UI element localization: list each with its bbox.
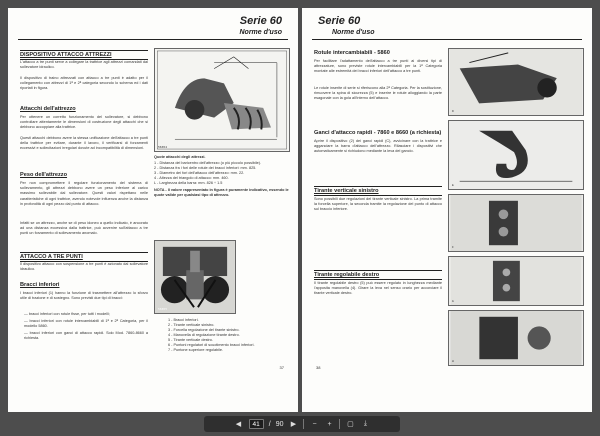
list-item: — bracci inferiori con ganci di attacco rapidi. Solo Mod. 7860-8660 a richiesta. (24, 331, 148, 341)
download-icon[interactable]: ⤓ (363, 420, 368, 427)
page-header (18, 16, 288, 40)
figure-drawing (449, 195, 583, 251)
page-header (312, 16, 582, 40)
implement-dimension-figure (154, 48, 290, 152)
page-number: 37 (279, 365, 284, 370)
next-page-icon[interactable]: ▶ (290, 421, 297, 428)
paragraph: Per non compromettere il regolare funzionamento del sistema di sollevamento, gli attrezzi debbono avere un peso inferiore al carico massimo sollevabile dal sollevatore. Questi valori rispettano nelle caratteristiche di ogni trattrice, avendo notevole influenza anche la distanza in profondità di ogni pezzo dal punto di attacco. (20, 181, 148, 206)
header-subtitle: Norme d'uso (239, 29, 282, 36)
paragraph: Per ottenere un corretto funzionamento del sollevatore, si debbono controllare attentamente le dimensioni di costruzione degli attacchi che si debbono accoppiare alla trattrice. (20, 115, 148, 130)
figure-caption-line: 2 - Distanza fra i fori delle rotule dei bracci inferiori: mm. 825. (154, 166, 257, 170)
paragraph: Per facilitare l'adattamento dell'attacco a tre punti ai diversi tipi di attrezzature, sono previste rotule intercambiabili per la 1ª Categoria montate alle estremità dei bracci inferiori dell'attacco a tre punti. (314, 59, 442, 74)
zoom-in-icon[interactable]: + (327, 420, 332, 428)
figure-id: D (452, 110, 454, 113)
figure-caption-title: Quote attacchi degli attrezzi. (154, 155, 206, 159)
paragraph: Questi attacchi debbono avere la stessa unificazione dell'attacco a tre punti della trattrice per evitare, durante il lavoro, il verificarsi di forzamenti eccessivi e sollecitazioni irregolari dovute ad incompatibilità di dimensioni. (20, 136, 148, 151)
legend-item: 4 - Manovella di regolazione tirante destro. (168, 333, 240, 337)
pdf-toolbar (204, 416, 400, 432)
section-title: ATTACCO A TRE PUNTI (20, 252, 148, 262)
paragraph: Il dispositivo attacco con sospensione a tre punti è azionato dal sollevatore idraulico. (20, 262, 148, 272)
series-title: Serie 60 (318, 15, 361, 27)
left-page (8, 8, 298, 412)
paragraph: L'attacco a tre punti serve a collegare la trattrice agli attrezzi comandati dal sollevatore idraulico. (20, 60, 148, 70)
section-title: Tirante verticale sinistro (314, 186, 442, 196)
paragraph: Il dispositivo di traino attrezzati con attacco a tre punti è adatto per il collegamento con attrezzi di 1ª e 2ª categoria secondo lo schema ed i dati riportati in figura. (20, 76, 148, 91)
zoom-out-icon[interactable]: − (312, 420, 317, 428)
three-point-hitch-figure (154, 240, 236, 314)
figure-caption-line: 4 - Altezza del triangolo di attacco: mm. 460. (154, 176, 229, 180)
section-title: Rotule intercambiabili - 5860 (314, 50, 390, 56)
total-pages: 90 (275, 420, 284, 428)
page-number: 38 (316, 365, 321, 370)
figure-caption-line: 1 - Distanza del baricentro dell'attrezzo (o più piccolo possibile). (154, 161, 262, 165)
header-subtitle: Norme d'uso (332, 29, 375, 36)
hitch-drawing (155, 241, 235, 313)
paragraph: I bracci inferiori (1) hanno la funzione di trasmettere all'attrezzo lo sforzo utile di trazione e di sostegno. Sono previsti due tipi di bracci: (20, 291, 148, 301)
figure-drawing (449, 257, 583, 305)
figure-id: E (452, 184, 454, 187)
figure-drawing (449, 121, 583, 189)
toolbar-divider (339, 419, 340, 429)
section-title: DISPOSITIVO ATTACCO ATTREZZI (20, 50, 148, 60)
paragraph: Aprire il dispositivo (2) dei ganci rapidi (C), avvicinare con la trattrice e agganciare la barra d'attacco dell'attrezzo. Rilasciare i dispositivi che automaticamente si richiudono mediante la leva del gancio. (314, 139, 442, 154)
legend-item: 6 - Puntoni regolatori di scuotimento bracci inferiori. (168, 343, 255, 347)
list-item: — bracci inferiori con rotule intercambiabili di 1ª e 2ª Categoria, per il modello 5860. (24, 319, 148, 329)
paragraph: Le rotule inserite di serie si riferiscono alla 2ª Categoria. Per la sostituzione, rimuovere la spina di sicurezza (5) e inserire le rotule alloggiando la parte esagonale con la gola all'interno dell'attacco. (314, 86, 442, 101)
prev-page-icon[interactable]: ◀ (235, 421, 242, 428)
figure-caption-line: 3 - Diametro dei fori dell'attacco dell'attrezzo: mm. 22. (154, 171, 245, 175)
section-title: Peso dell'attrezzo (20, 172, 68, 178)
legend-item: 2 - Tirante verticale sinistro. (168, 323, 215, 327)
figure-id: G (452, 300, 454, 303)
figure-drawing (449, 49, 583, 115)
page-separator: / (268, 420, 271, 428)
paragraph: Sono possibili due regolazioni del tirante verticale sinistro. La prima tramite la forcella superiore, la seconda tramite la regolazione del punto di attacco sul braccio inferiore. (314, 197, 442, 212)
figure-right-link (448, 310, 584, 366)
figure-note: NOTA - Il valore rappresentato in figura è puramente indicativo, essendo le quote valide per qualsiasi tipo di attrezzo. (154, 188, 289, 197)
figure-hitch-rotule (448, 48, 584, 116)
series-title: Serie 60 (239, 15, 282, 27)
figure-id: 56654 (158, 146, 168, 149)
legend-item: 7 - Puntone superiore regolabile. (168, 348, 224, 352)
figure-left-link (448, 194, 584, 252)
implement-drawing (155, 49, 289, 151)
legend-item: 1 - Bracci inferiori. (168, 318, 199, 322)
section-title: Bracci inferiori (20, 282, 60, 288)
figure-id: F (452, 246, 454, 249)
figure-id: H (452, 360, 454, 363)
section-title: Attacchi dell'attrezzo (20, 106, 76, 112)
toolbar-divider (303, 419, 304, 429)
page-number-input[interactable]: 41 (249, 419, 264, 429)
fit-page-icon[interactable]: ▢ (347, 421, 354, 428)
list-item: — bracci inferiori con rotule fisse, per tutti i modelli; (24, 312, 110, 316)
figure-quick-hook (448, 120, 584, 190)
legend-item: 5 - Tirante verticale destro. (168, 338, 213, 342)
right-page (302, 8, 592, 412)
figure-drawing (449, 311, 583, 365)
section-title: Ganci d'attacco rapidi - 7860 e 8660 (a richiesta) (314, 130, 442, 136)
paragraph: Infatti se un attrezzo, anche se di peso idoneo a quello indicato, è ancorato ad una distanza eccessiva dalla trattrice, può avvenire sull'attacco a tre punti un forzamento di sollevamento anomalo. (20, 221, 148, 236)
paragraph: Il tirante regolabile destro (5) può essere regolato in lunghezza mediante l'apposita manovella (4). Girare la leva nel senso orario per accorciare il tirante verticale destro. (314, 281, 442, 296)
figure-id: 56655 (158, 308, 168, 311)
legend-item: 3 - Forcella regolazione del tirante sinistro. (168, 328, 240, 332)
figure-left-link-detail (448, 256, 584, 306)
figure-caption-line: L - Larghezza della barra: mm. 826 ÷ 1.5 (154, 181, 223, 185)
section-title: Tirante regolabile destro (314, 270, 442, 280)
